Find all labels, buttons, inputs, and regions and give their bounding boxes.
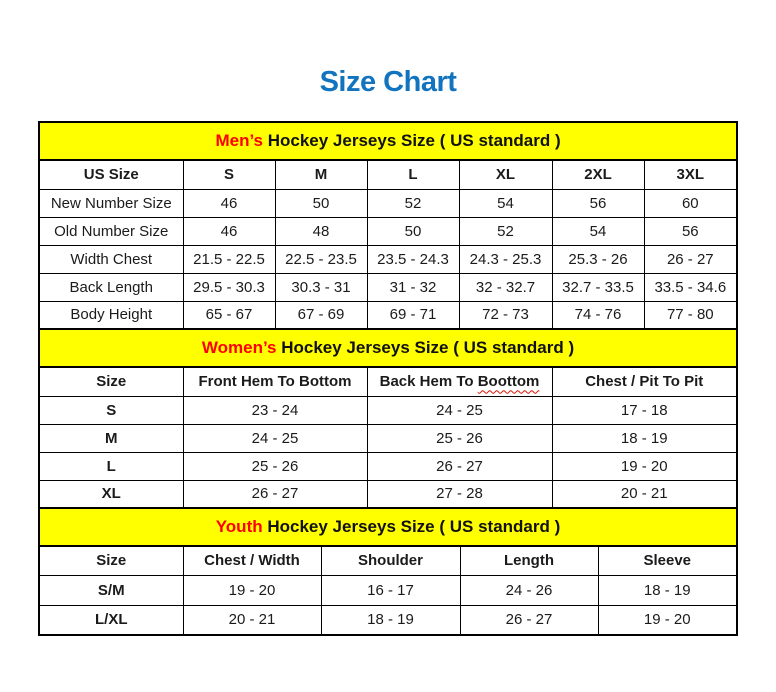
cell: 19 - 20 (598, 605, 737, 635)
cell: 50 (367, 217, 459, 245)
column-header: Sleeve (598, 546, 737, 575)
mens-column-header-row (39, 160, 737, 189)
womens-section-title-rest: Hockey Jerseys Size ( US standard ) (276, 338, 575, 357)
column-header: Chest / Width (183, 546, 321, 575)
column-header: L (367, 160, 459, 189)
womens-section-title (39, 329, 737, 367)
row-label: M (39, 424, 183, 452)
cell: 29.5 - 30.3 (183, 273, 275, 301)
mens-section-title (39, 122, 737, 160)
cell: 25 - 26 (183, 452, 367, 480)
cell: 20 - 21 (183, 605, 321, 635)
size-tables-container (38, 121, 736, 636)
column-header: 3XL (644, 160, 737, 189)
table-row (39, 480, 737, 508)
table-row (39, 396, 737, 424)
table-row (39, 424, 737, 452)
cell: 67 - 69 (275, 301, 367, 329)
cell: 56 (552, 189, 644, 217)
youth-column-header-row (39, 546, 737, 575)
row-label: Back Length (39, 273, 183, 301)
cell: 23.5 - 24.3 (367, 245, 459, 273)
cell: 32.7 - 33.5 (552, 273, 644, 301)
cell: 27 - 28 (367, 480, 552, 508)
table-row (39, 273, 737, 301)
row-label: S (39, 396, 183, 424)
cell: 26 - 27 (183, 480, 367, 508)
mens-size-table (38, 121, 738, 330)
womens-section-title-highlight: Women’s (201, 338, 277, 357)
column-header: Front Hem To Bottom (183, 367, 367, 396)
cell: 48 (275, 217, 367, 245)
page-title: Size Chart (319, 66, 457, 98)
cell: 32 - 32.7 (459, 273, 552, 301)
cell: 19 - 20 (552, 452, 737, 480)
row-label: L/XL (39, 605, 183, 635)
cell: 69 - 71 (367, 301, 459, 329)
cell: 20 - 21 (552, 480, 737, 508)
cell: 16 - 17 (321, 575, 460, 605)
cell: 24 - 26 (460, 575, 598, 605)
row-label: S/M (39, 575, 183, 605)
cell: 26 - 27 (644, 245, 737, 273)
cell: 17 - 18 (552, 396, 737, 424)
column-header: Size (39, 546, 183, 575)
table-row (39, 605, 737, 635)
column-header: M (275, 160, 367, 189)
cell: 31 - 32 (367, 273, 459, 301)
column-header-misspelled (367, 367, 552, 396)
cell: 26 - 27 (460, 605, 598, 635)
row-label: New Number Size (39, 189, 183, 217)
womens-section-header-row (39, 329, 737, 367)
table-row (39, 189, 737, 217)
cell: 25.3 - 26 (552, 245, 644, 273)
cell: 77 - 80 (644, 301, 737, 329)
column-header: Chest / Pit To Pit (552, 367, 737, 396)
cell: 54 (459, 189, 552, 217)
cell: 54 (552, 217, 644, 245)
youth-section-header-row (39, 508, 737, 546)
column-header: Length (460, 546, 598, 575)
column-header-prefix: Back Hem To (379, 373, 478, 391)
cell: 21.5 - 22.5 (183, 245, 275, 273)
row-label: Old Number Size (39, 217, 183, 245)
cell: 24 - 25 (367, 396, 552, 424)
womens-size-table (38, 328, 738, 509)
cell: 19 - 20 (183, 575, 321, 605)
table-row (39, 217, 737, 245)
cell: 46 (183, 189, 275, 217)
table-row (39, 301, 737, 329)
cell: 24 - 25 (183, 424, 367, 452)
cell: 56 (644, 217, 737, 245)
cell: 18 - 19 (321, 605, 460, 635)
womens-column-header-row (39, 367, 737, 396)
cell: 18 - 19 (552, 424, 737, 452)
row-label: Width Chest (39, 245, 183, 273)
cell: 60 (644, 189, 737, 217)
mens-section-title-rest: Hockey Jerseys Size ( US standard ) (263, 131, 561, 150)
row-label: Body Height (39, 301, 183, 329)
cell: 65 - 67 (183, 301, 275, 329)
cell: 26 - 27 (367, 452, 552, 480)
misspelled-word-spellcheck-underline: Boottom (477, 373, 540, 391)
cell: 23 - 24 (183, 396, 367, 424)
column-header: Shoulder (321, 546, 460, 575)
youth-section-title-highlight: Youth (215, 517, 263, 536)
cell: 22.5 - 23.5 (275, 245, 367, 273)
column-header: XL (459, 160, 552, 189)
cell: 25 - 26 (367, 424, 552, 452)
table-row (39, 452, 737, 480)
cell: 52 (459, 217, 552, 245)
cell: 18 - 19 (598, 575, 737, 605)
youth-section-title-rest: Hockey Jerseys Size ( US standard ) (262, 517, 561, 536)
table-row (39, 575, 737, 605)
table-row (39, 245, 737, 273)
youth-size-table (38, 507, 738, 636)
cell: 46 (183, 217, 275, 245)
cell: 50 (275, 189, 367, 217)
cell: 74 - 76 (552, 301, 644, 329)
youth-section-title (39, 508, 737, 546)
cell: 24.3 - 25.3 (459, 245, 552, 273)
column-header: US Size (39, 160, 183, 189)
column-header: 2XL (552, 160, 644, 189)
column-header: Size (39, 367, 183, 396)
cell: 52 (367, 189, 459, 217)
mens-section-header-row (39, 122, 737, 160)
cell: 72 - 73 (459, 301, 552, 329)
cell: 30.3 - 31 (275, 273, 367, 301)
row-label: XL (39, 480, 183, 508)
cell: 33.5 - 34.6 (644, 273, 737, 301)
row-label: L (39, 452, 183, 480)
mens-section-title-highlight: Men’s (215, 131, 263, 150)
column-header: S (183, 160, 275, 189)
